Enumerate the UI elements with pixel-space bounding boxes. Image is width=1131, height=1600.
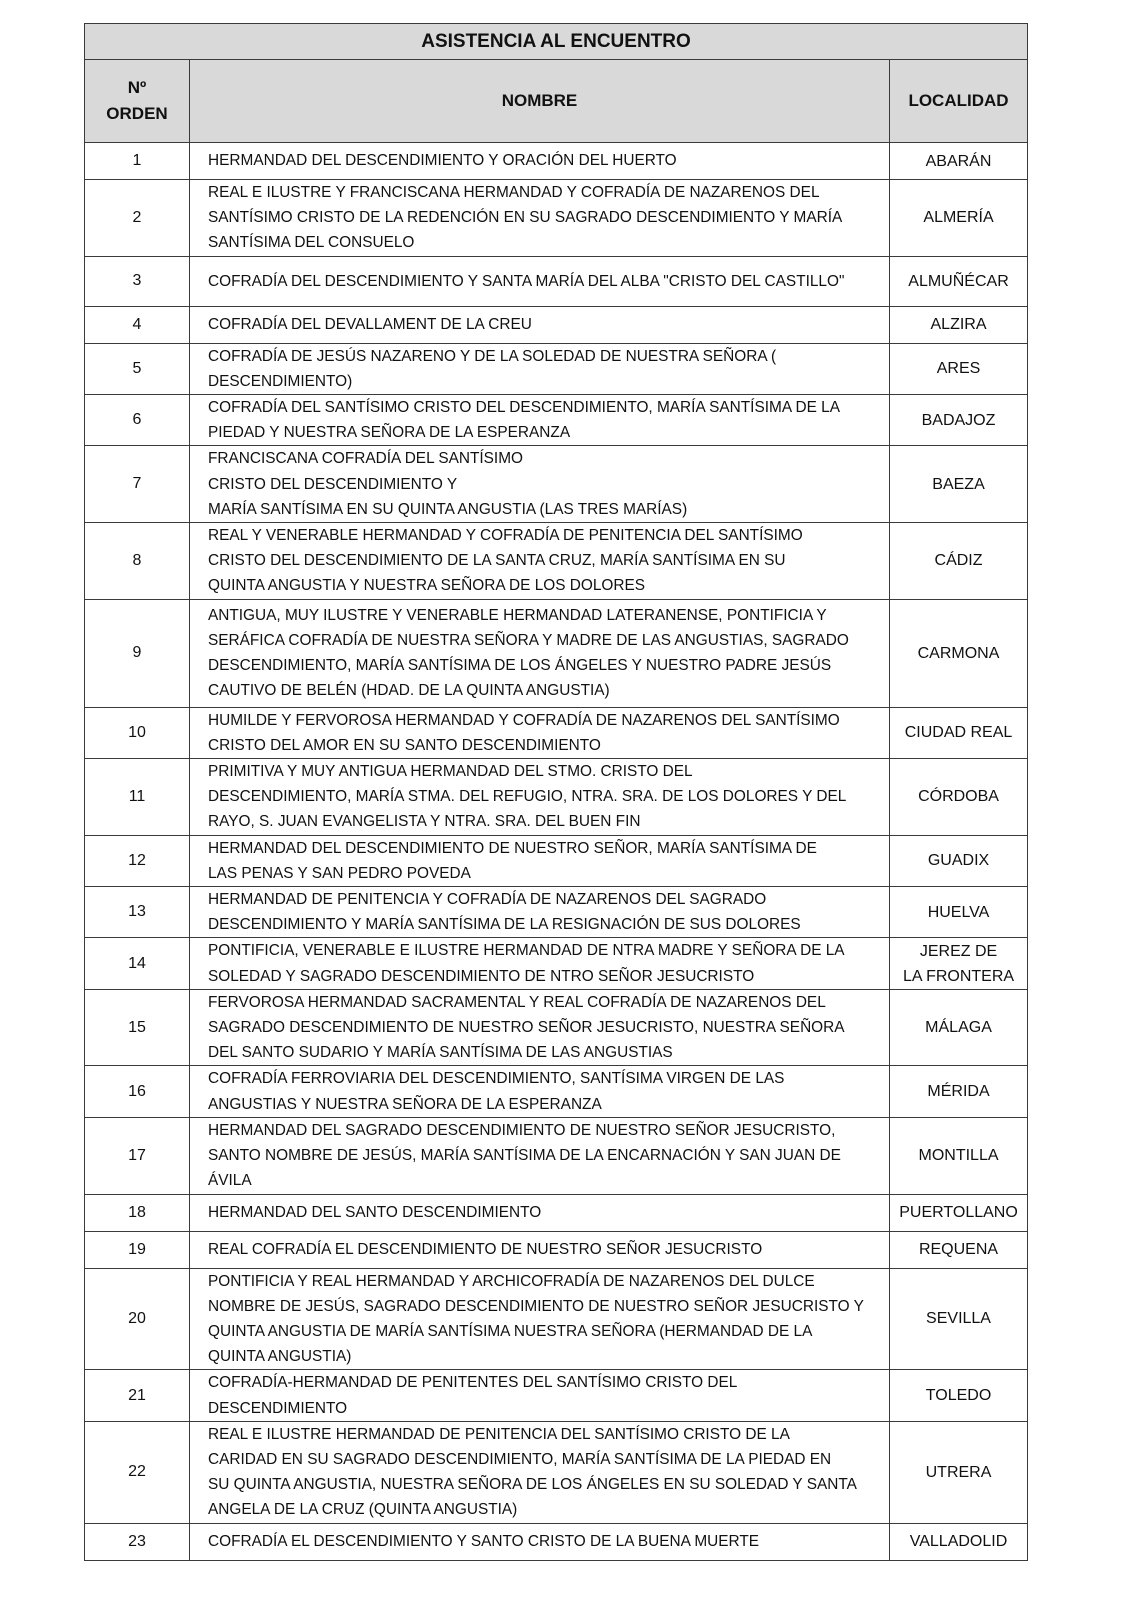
- row-localidad: CÁDIZ: [890, 523, 1028, 600]
- table-row: [85, 1421, 1028, 1523]
- row-nombre: PONTIFICIA Y REAL HERMANDAD Y ARCHICOFRADÍA DE NAZARENOS DEL DULCE NOMBRE DE JESÚS, SAGRADO DESCENDIMIENTO DE NUESTRO SEÑOR JESUCRISTO Y QUINTA ANGUSTIA DE MARÍA SANTÍSIMA NUESTRA SEÑORA (HERMANDAD DE LA QUINTA ANGUSTIA): [190, 1268, 890, 1370]
- row-localidad: CÓRDOBA: [890, 759, 1028, 836]
- row-number: 10: [85, 707, 190, 758]
- row-number: 19: [85, 1231, 190, 1268]
- row-localidad: ALMUÑÉCAR: [890, 256, 1028, 306]
- row-nombre: REAL E ILUSTRE Y FRANCISCANA HERMANDAD Y COFRADÍA DE NAZARENOS DEL SANTÍSIMO CRISTO DE LA REDENCIÓN EN SU SAGRADO DESCENDIMIENTO Y MARÍA SANTÍSIMA DEL CONSUELO: [190, 180, 890, 257]
- table-row: [85, 343, 1028, 394]
- row-nombre: ANTIGUA, MUY ILUSTRE Y VENERABLE HERMANDAD LATERANENSE, PONTIFICIA Y SERÁFICA COFRADÍA DE NUESTRA SEÑORA Y MADRE DE LAS ANGUSTIAS, SAGRADO DESCENDIMIENTO, MARÍA SANTÍSIMA DE LOS ÁNGELES Y NUESTRO PADRE JESÚS CAUTIVO DE BELÉN (HDAD. DE LA QUINTA ANGUSTIA): [190, 599, 890, 707]
- row-number: 7: [85, 446, 190, 523]
- table-row: [85, 1370, 1028, 1421]
- table-row: [85, 759, 1028, 836]
- table-row: [85, 707, 1028, 758]
- table-title: ASISTENCIA AL ENCUENTRO: [85, 24, 1028, 60]
- row-nombre: COFRADÍA DE JESÚS NAZARENO Y DE LA SOLEDAD DE NUESTRA SEÑORA ( DESCENDIMIENTO): [190, 343, 890, 394]
- row-localidad: VALLADOLID: [890, 1523, 1028, 1560]
- table-row: [85, 1117, 1028, 1194]
- table-row: [85, 989, 1028, 1066]
- row-number: 13: [85, 887, 190, 938]
- table-row: [85, 1523, 1028, 1560]
- row-nombre: COFRADÍA DEL SANTÍSIMO CRISTO DEL DESCENDIMIENTO, MARÍA SANTÍSIMA DE LA PIEDAD Y NUESTRA SEÑORA DE LA ESPERANZA: [190, 395, 890, 446]
- row-number: 12: [85, 835, 190, 886]
- row-number: 17: [85, 1117, 190, 1194]
- row-localidad: CIUDAD REAL: [890, 707, 1028, 758]
- row-number: 22: [85, 1421, 190, 1523]
- row-localidad: MONTILLA: [890, 1117, 1028, 1194]
- attendance-table: [84, 23, 1028, 1561]
- table-row: [85, 256, 1028, 306]
- row-nombre: COFRADÍA DEL DEVALLAMENT DE LA CREU: [190, 306, 890, 343]
- row-number: 5: [85, 343, 190, 394]
- row-localidad: MÁLAGA: [890, 989, 1028, 1066]
- row-nombre: HERMANDAD DEL DESCENDIMIENTO DE NUESTRO SEÑOR, MARÍA SANTÍSIMA DE LAS PENAS Y SAN PEDRO POVEDA: [190, 835, 890, 886]
- row-localidad: GUADIX: [890, 835, 1028, 886]
- row-nombre: HERMANDAD DE PENITENCIA Y COFRADÍA DE NAZARENOS DEL SAGRADO DESCENDIMIENTO Y MARÍA SANTÍSIMA DE LA RESIGNACIÓN DE SUS DOLORES: [190, 887, 890, 938]
- row-localidad: BADAJOZ: [890, 395, 1028, 446]
- table-row: [85, 938, 1028, 989]
- table-row: [85, 1268, 1028, 1370]
- row-number: 9: [85, 599, 190, 707]
- row-localidad: REQUENA: [890, 1231, 1028, 1268]
- row-localidad: UTRERA: [890, 1421, 1028, 1523]
- row-nombre: HUMILDE Y FERVOROSA HERMANDAD Y COFRADÍA DE NAZARENOS DEL SANTÍSIMO CRISTO DEL AMOR EN SU SANTO DESCENDIMIENTO: [190, 707, 890, 758]
- row-nombre: FERVOROSA HERMANDAD SACRAMENTAL Y REAL COFRADÍA DE NAZARENOS DEL SAGRADO DESCENDIMIENTO DE NUESTRO SEÑOR JESUCRISTO, NUESTRA SEÑORA DEL SANTO SUDARIO Y MARÍA SANTÍSIMA DE LAS ANGUSTIAS: [190, 989, 890, 1066]
- row-nombre: COFRADÍA-HERMANDAD DE PENITENTES DEL SANTÍSIMO CRISTO DEL DESCENDIMIENTO: [190, 1370, 890, 1421]
- row-number: 14: [85, 938, 190, 989]
- row-localidad: ABARÁN: [890, 143, 1028, 180]
- header-row: [85, 60, 1028, 143]
- table-row: [85, 306, 1028, 343]
- table-row: [85, 143, 1028, 180]
- table-row: [85, 523, 1028, 600]
- header-nombre: NOMBRE: [190, 60, 890, 143]
- row-localidad: CARMONA: [890, 599, 1028, 707]
- row-number: 18: [85, 1194, 190, 1231]
- table-row: [85, 887, 1028, 938]
- row-nombre: FRANCISCANA COFRADÍA DEL SANTÍSIMO CRISTO DEL DESCENDIMIENTO Y MARÍA SANTÍSIMA EN SU QUINTA ANGUSTIA (LAS TRES MARÍAS): [190, 446, 890, 523]
- row-localidad: BAEZA: [890, 446, 1028, 523]
- row-localidad: TOLEDO: [890, 1370, 1028, 1421]
- row-number: 20: [85, 1268, 190, 1370]
- table-row: [85, 1066, 1028, 1117]
- row-number: 15: [85, 989, 190, 1066]
- row-number: 11: [85, 759, 190, 836]
- row-nombre: COFRADÍA EL DESCENDIMIENTO Y SANTO CRISTO DE LA BUENA MUERTE: [190, 1523, 890, 1560]
- row-nombre: REAL Y VENERABLE HERMANDAD Y COFRADÍA DE PENITENCIA DEL SANTÍSIMO CRISTO DEL DESCENDIMIENTO DE LA SANTA CRUZ, MARÍA SANTÍSIMA EN SU QUINTA ANGUSTIA Y NUESTRA SEÑORA DE LOS DOLORES: [190, 523, 890, 600]
- row-number: 1: [85, 143, 190, 180]
- row-nombre: PRIMITIVA Y MUY ANTIGUA HERMANDAD DEL STMO. CRISTO DEL DESCENDIMIENTO, MARÍA STMA. DEL REFUGIO, NTRA. SRA. DE LOS DOLORES Y DEL RAYO, S. JUAN EVANGELISTA Y NTRA. SRA. DEL BUEN FIN: [190, 759, 890, 836]
- table-row: [85, 446, 1028, 523]
- row-nombre: COFRADÍA DEL DESCENDIMIENTO Y SANTA MARÍA DEL ALBA "CRISTO DEL CASTILLO": [190, 256, 890, 306]
- header-orden: Nº ORDEN: [85, 60, 190, 143]
- row-localidad: ALMERÍA: [890, 180, 1028, 257]
- row-localidad: HUELVA: [890, 887, 1028, 938]
- row-localidad: MÉRIDA: [890, 1066, 1028, 1117]
- row-nombre: REAL E ILUSTRE HERMANDAD DE PENITENCIA DEL SANTÍSIMO CRISTO DE LA CARIDAD EN SU SAGRADO DESCENDIMIENTO, MARÍA SANTÍSIMA DE LA PIEDAD EN SU QUINTA ANGUSTIA, NUESTRA SEÑORA DE LOS ÁNGELES EN SU SOLEDAD Y SANTA ANGELA DE LA CRUZ (QUINTA ANGUSTIA): [190, 1421, 890, 1523]
- header-localidad: LOCALIDAD: [890, 60, 1028, 143]
- row-number: 8: [85, 523, 190, 600]
- row-nombre: REAL COFRADÍA EL DESCENDIMIENTO DE NUESTRO SEÑOR JESUCRISTO: [190, 1231, 890, 1268]
- row-nombre: COFRADÍA FERROVIARIA DEL DESCENDIMIENTO, SANTÍSIMA VIRGEN DE LAS ANGUSTIAS Y NUESTRA SEÑORA DE LA ESPERANZA: [190, 1066, 890, 1117]
- row-nombre: HERMANDAD DEL DESCENDIMIENTO Y ORACIÓN DEL HUERTO: [190, 143, 890, 180]
- row-localidad: SEVILLA: [890, 1268, 1028, 1370]
- row-number: 4: [85, 306, 190, 343]
- row-localidad: ALZIRA: [890, 306, 1028, 343]
- table-row: [85, 1194, 1028, 1231]
- row-localidad: PUERTOLLANO: [890, 1194, 1028, 1231]
- row-nombre: HERMANDAD DEL SAGRADO DESCENDIMIENTO DE NUESTRO SEÑOR JESUCRISTO, SANTO NOMBRE DE JESÚS, MARÍA SANTÍSIMA DE LA ENCARNACIÓN Y SAN JUAN DE ÁVILA: [190, 1117, 890, 1194]
- row-number: 21: [85, 1370, 190, 1421]
- table-row: [85, 835, 1028, 886]
- table-row: [85, 180, 1028, 257]
- row-nombre: PONTIFICIA, VENERABLE E ILUSTRE HERMANDAD DE NTRA MADRE Y SEÑORA DE LA SOLEDAD Y SAGRADO DESCENDIMIENTO DE NTRO SEÑOR JESUCRISTO: [190, 938, 890, 989]
- title-row: [85, 24, 1028, 60]
- row-number: 6: [85, 395, 190, 446]
- row-number: 16: [85, 1066, 190, 1117]
- row-number: 2: [85, 180, 190, 257]
- row-number: 3: [85, 256, 190, 306]
- table-row: [85, 599, 1028, 707]
- row-localidad: ARES: [890, 343, 1028, 394]
- table-row: [85, 395, 1028, 446]
- row-number: 23: [85, 1523, 190, 1560]
- row-nombre: HERMANDAD DEL SANTO DESCENDIMIENTO: [190, 1194, 890, 1231]
- row-localidad: JEREZ DE LA FRONTERA: [890, 938, 1028, 989]
- table-row: [85, 1231, 1028, 1268]
